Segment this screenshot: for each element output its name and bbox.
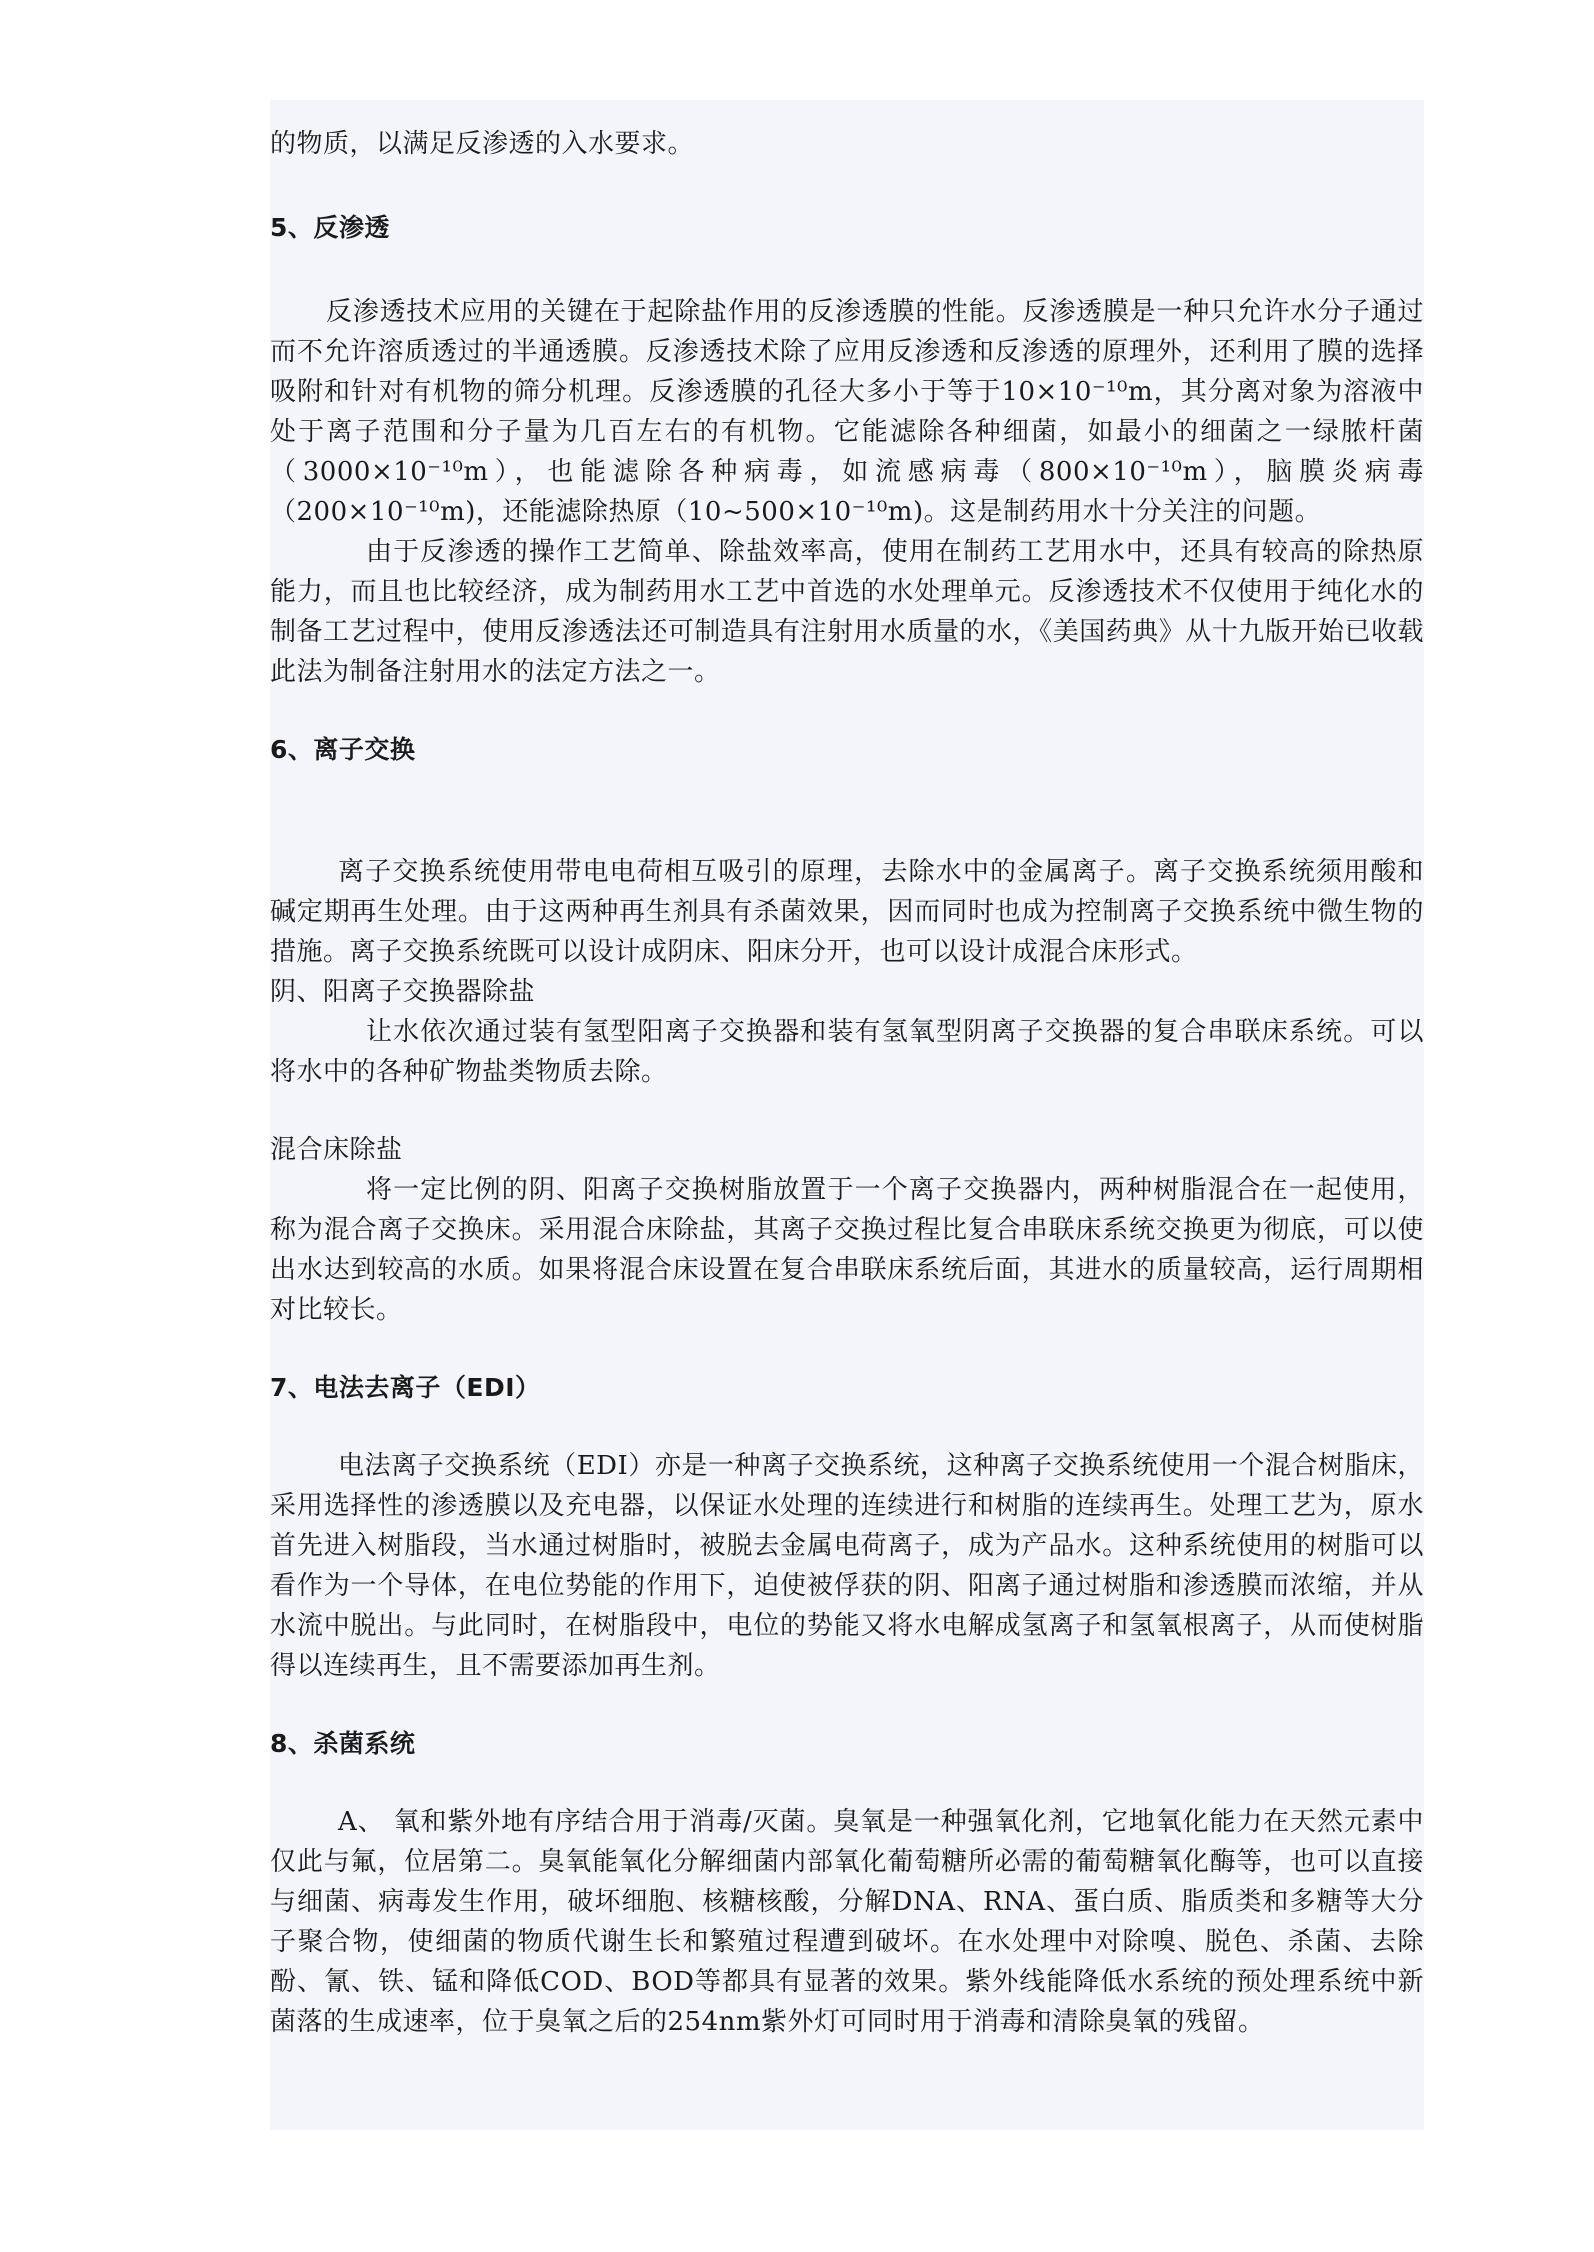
- subheading-anion-cation-desalination: 阴、阳离子交换器除盐: [270, 977, 536, 1007]
- subheading-mixed-bed-desalination: 混合床除盐: [270, 1135, 403, 1165]
- paragraph-continuation: 的物质，以满足反渗透的入水要求。: [270, 129, 695, 159]
- section-heading-reverse-osmosis: 5、反渗透: [270, 213, 390, 242]
- document-body: [270, 100, 1424, 2042]
- paragraph-reverse-osmosis-2: 由于反渗透的操作工艺简单、除盐效率高，使用在制药工艺用水中，还具有较高的除热原能力，而且也比较经济，成为制药用水工艺中首选的水处理单元。反渗透技术不仅使用于纯化水的制备工艺过程中，使用反渗透法还可制造具有注射用水质量的水，《美国药典》从十九版开始已收载此法为制备注射用水的法定方法之一。: [270, 537, 1424, 687]
- paragraph-edi: 电法离子交换系统（EDI）亦是一种离子交换系统，这种离子交换系统使用一个混合树脂床，采用选择性的渗透膜以及充电器，以保证水处理的连续进行和树脂的连续再生。处理工艺为，原水首先进入树脂段，当水通过树脂时，被脱去金属电荷离子，成为产品水。这种系统使用的树脂可以看作为一个导体，在电位势能的作用下，迫使被俘获的阴、阳离子通过树脂和渗透膜而浓缩，并从水流中脱出。与此同时，在树脂段中，电位的势能又将水电解成氢离子和氢氧根离子，从而使树脂得以连续再生，且不需要添加再生剂。: [270, 1451, 1424, 1681]
- document-page: [270, 100, 1424, 2130]
- paragraph-ion-exchange-2: 让水依次通过装有氢型阳离子交换器和装有氢氧型阴离子交换器的复合串联床系统。可以将水中的各种矿物盐类物质去除。: [270, 1017, 1424, 1087]
- paragraph-ion-exchange-3: 将一定比例的阴、阳离子交换树脂放置于一个离子交换器内，两种树脂混合在一起使用，称为混合离子交换床。采用混合床除盐，其离子交换过程比复合串联床系统交换更为彻底，可以使出水达到较高的水质。如果将混合床设置在复合串联床系统后面，其进水的质量较高，运行周期相对比较长。: [270, 1175, 1424, 1325]
- section-heading-edi: 7、电法去离子（EDI）: [270, 1373, 541, 1402]
- paragraph-sterilization: A、 氧和紫外地有序结合用于消毒/灭菌。臭氧是一种强氧化剂，它地氧化能力在天然元素中仅此与氟，位居第二。臭氧能氧化分解细菌内部氧化葡萄糖所必需的葡萄糖氧化酶等，也可以直接与细菌、病毒发生作用，破坏细胞、核糖核酸，分解DNA、RNA、蛋白质、脂质类和多糖等大分子聚合物，使细菌的物质代谢生长和繁殖过程遭到破坏。在水处理中对除嗅、脱色、杀菌、去除酚、氰、铁、锰和降低COD、BOD等都具有显著的效果。紫外线能降低水系统的预处理系统中新菌落的生成速率，位于臭氧之后的254nm紫外灯可同时用于消毒和清除臭氧的残留。: [270, 1807, 1424, 2037]
- section-heading-sterilization: 8、杀菌系统: [270, 1729, 416, 1758]
- paragraph-ion-exchange-1: 离子交换系统使用带电电荷相互吸引的原理，去除水中的金属离子。离子交换系统须用酸和碱定期再生处理。由于这两种再生剂具有杀菌效果，因而同时也成为控制离子交换系统中微生物的措施。离子交换系统既可以设计成阴床、阳床分开，也可以设计成混合床形式。: [270, 857, 1424, 967]
- paragraph-reverse-osmosis-1: 反渗透技术应用的关键在于起除盐作用的反渗透膜的性能。反渗透膜是一种只允许水分子通过而不允许溶质透过的半通透膜。反渗透技术除了应用反渗透和反渗透的原理外，还利用了膜的选择吸附和针对有机物的筛分机理。反渗透膜的孔径大多小于等于10×10⁻¹⁰m，其分离对象为溶液中处于离子范围和分子量为几百左右的有机物。它能滤除各种细菌，如最小的细菌之一绿脓杆菌（3000×10⁻¹⁰m），也能滤除各种病毒，如流感病毒（800×10⁻¹⁰m），脑膜炎病毒（200×10⁻¹⁰m)，还能滤除热原（10~500×10⁻¹⁰m)。这是制药用水十分关注的问题。: [270, 297, 1424, 527]
- section-heading-ion-exchange: 6、离子交换: [270, 735, 416, 764]
